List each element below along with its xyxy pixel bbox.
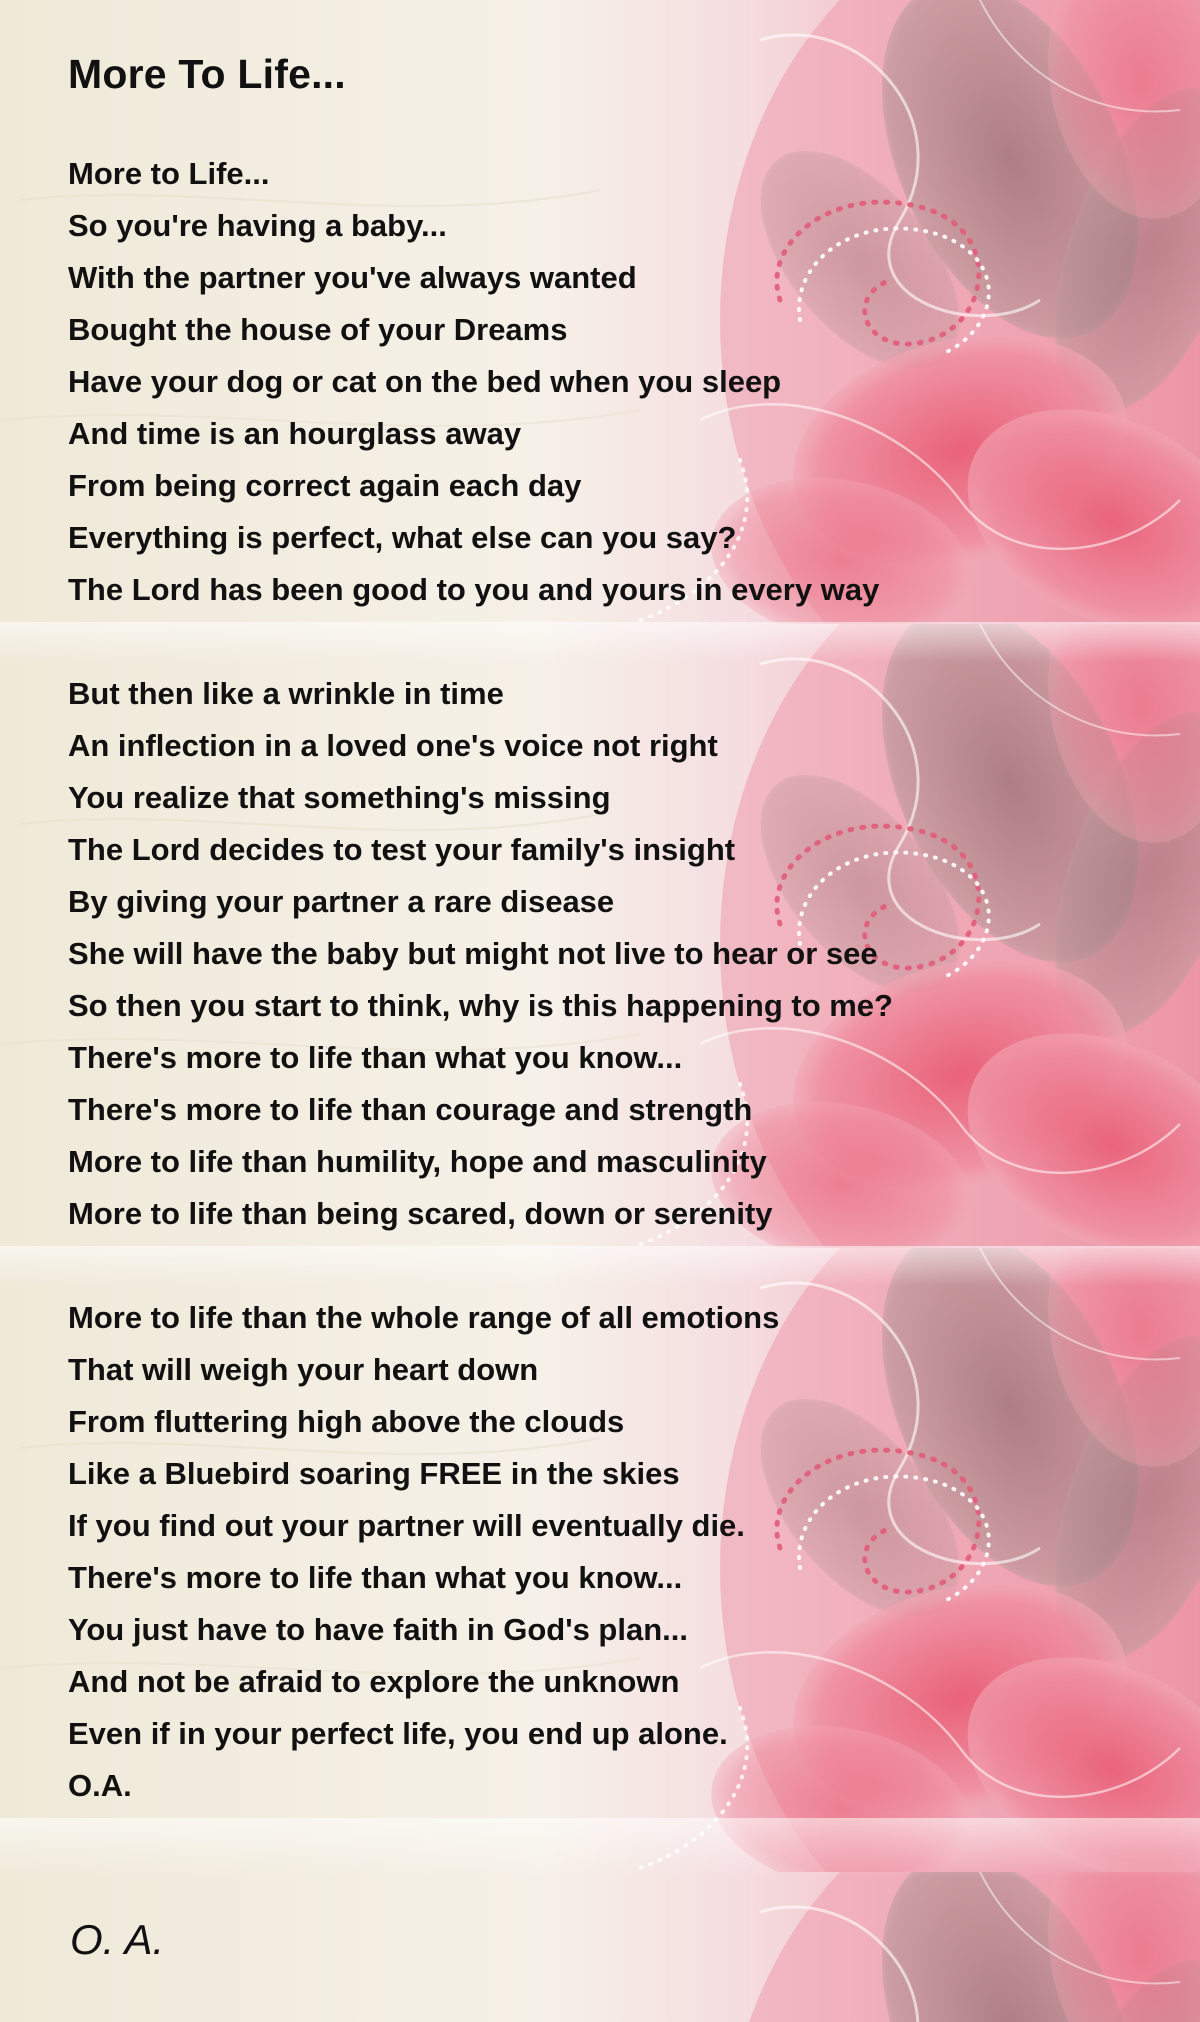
poem-line: If you find out your partner will eventually die. — [68, 1508, 745, 1543]
poem-line: So then you start to think, why is this happening to me? — [68, 988, 893, 1023]
poem-line: You realize that something's missing — [68, 780, 611, 815]
poem-line: There's more to life than courage and strength — [68, 1092, 753, 1127]
stanza — [68, 148, 879, 616]
poem-line: Even if in your perfect life, you end up alone. — [68, 1716, 728, 1751]
poem-author: O. A. — [70, 1916, 165, 1963]
poem-signature-line: O.A. — [68, 1768, 132, 1803]
poem-line: The Lord decides to test your family's insight — [68, 832, 736, 867]
poem-line: The Lord has been good to you and yours in every way — [68, 572, 880, 607]
poem-line: And time is an hourglass away — [68, 416, 522, 451]
poem-line: More to life than the whole range of all emotions — [68, 1300, 780, 1335]
poem-line: With the partner you've always wanted — [68, 260, 637, 295]
stanza — [68, 1292, 779, 1812]
poem-line: So you're having a baby... — [68, 208, 447, 243]
poem-line: From fluttering high above the clouds — [68, 1404, 625, 1439]
poem-line: There's more to life than what you know... — [68, 1040, 683, 1075]
poem-title: More To Life... — [68, 51, 346, 97]
poem-line: From being correct again each day — [68, 468, 582, 503]
poem-line: She will have the baby but might not live to hear or see — [68, 936, 878, 971]
poem-line: More to Life... — [68, 156, 270, 191]
stanza — [68, 668, 893, 1240]
poem-line: You just have to have faith in God's plan... — [68, 1612, 688, 1647]
poem-line: But then like a wrinkle in time — [68, 676, 504, 711]
poem-line: Bought the house of your Dreams — [68, 312, 568, 347]
poem-line: Everything is perfect, what else can you say? — [68, 520, 737, 555]
poem-line: More to life than humility, hope and masculinity — [68, 1144, 767, 1179]
poem-line: Have your dog or cat on the bed when you sleep — [68, 364, 782, 399]
poem-line: That will weigh your heart down — [68, 1352, 539, 1387]
poem-line: Like a Bluebird soaring FREE in the skies — [68, 1456, 680, 1491]
poem-line: There's more to life than what you know... — [68, 1560, 683, 1595]
poem-line: An inflection in a loved one's voice not right — [68, 728, 718, 763]
poem-line: And not be afraid to explore the unknown — [68, 1664, 680, 1699]
poem-line: By giving your partner a rare disease — [68, 884, 615, 919]
poem-line: More to life than being scared, down or serenity — [68, 1196, 773, 1231]
